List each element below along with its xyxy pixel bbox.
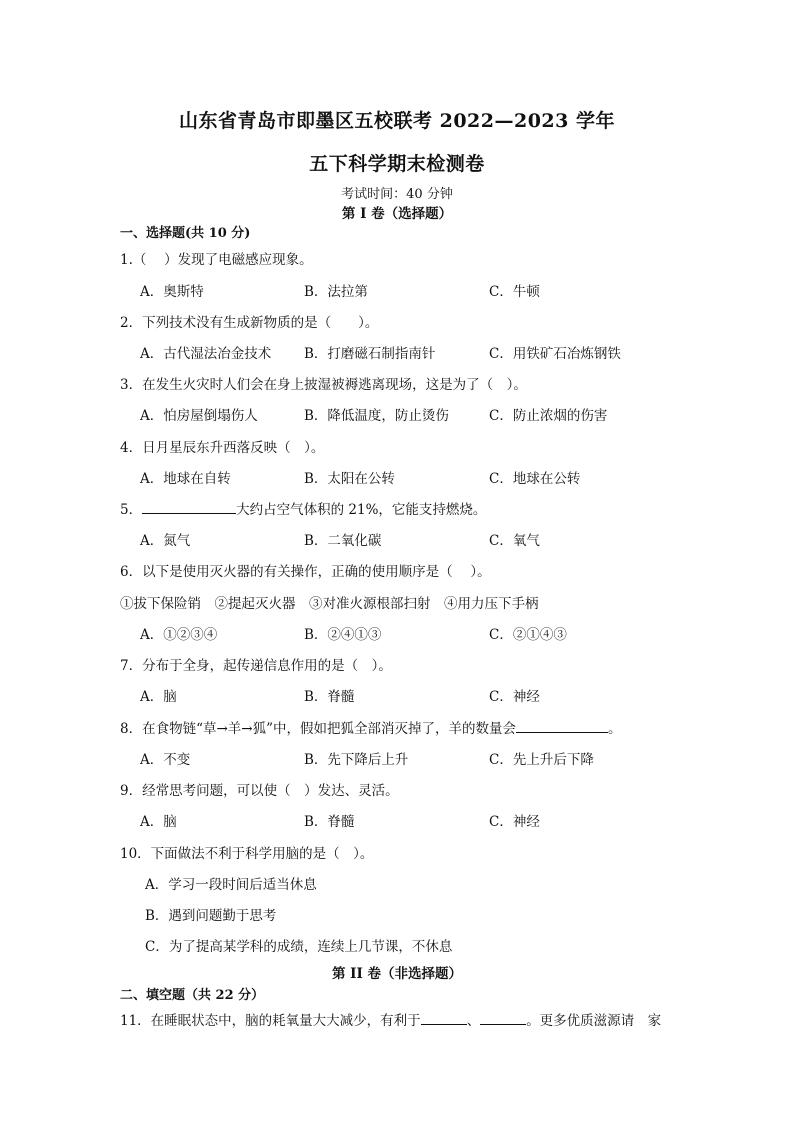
question-3-stem: 3．在发生火灾时人们会在身上披湿被褥逃离现场，这是为了（ ）。 [120, 377, 527, 393]
option-b: B．先下降后上升 [304, 752, 409, 768]
option-a: A．奥斯特 [140, 284, 204, 300]
option-a: A．脑 [140, 689, 177, 705]
question-6-steps: ①拔下保险销 ②提起灭火器 ③对准火源根部扫射 ④用力压下手柄 [120, 596, 539, 612]
option-c: C．地球在公转 [489, 471, 581, 487]
option-c: C．②①④③ [489, 627, 567, 643]
question-7-stem: 7．分布于全身，起传递信息作用的是（ ）。 [120, 658, 392, 674]
question-8-end: 。 [608, 721, 622, 737]
option-c: C．神经 [489, 814, 540, 830]
question-11-stem [120, 1009, 661, 1029]
question-5-stem [120, 498, 486, 518]
option-b: B．降低温度，防止烫伤 [304, 408, 449, 424]
option-b: B．二氧化碳 [304, 533, 382, 549]
option-c: C．先上升后下降 [489, 752, 594, 768]
option-b: B．太阳在公转 [304, 471, 395, 487]
option-b: B．打磨磁石制指南针 [304, 346, 436, 362]
option-a: A．古代湿法冶金技术 [140, 346, 272, 362]
question-11-tail: 。更多优质滋源请 家 [526, 1013, 662, 1029]
exam-subtitle: 五下科学期末检测卷 [309, 153, 485, 175]
option-c: C．神经 [489, 689, 540, 705]
option-c: C．用铁矿石冶炼钢铁 [489, 346, 621, 362]
question-10-stem: 10．下面做法不利于科学用脑的是（ ）。 [120, 846, 374, 862]
question-8-stem [120, 717, 622, 737]
question-5-number: 5． [120, 502, 143, 518]
answer-blank[interactable] [516, 718, 608, 733]
option-a: A．地球在自转 [140, 471, 231, 487]
option-b: B．②④①③ [304, 627, 382, 643]
option-a: A．怕房屋倒塌伤人 [140, 408, 258, 424]
question-1-stem: 1.（ ）发现了电磁感应现象。 [120, 252, 313, 268]
question-2-stem: 2．下列技术没有生成新物质的是（ ）。 [120, 315, 379, 331]
option-b: B．脊髓 [304, 689, 355, 705]
option-c: C．牛顿 [489, 284, 540, 300]
question-10-option-c: C．为了提高某学科的成绩，连续上几节课，不休息 [145, 939, 453, 955]
answer-blank[interactable] [142, 499, 236, 514]
section-choice-heading: 一、选择题(共 10 分) [120, 226, 251, 241]
question-6-stem: 6．以下是使用灭火器的有关操作，正确的使用顺序是（ ）。 [120, 564, 491, 580]
question-9-stem: 9．经常思考问题，可以使（ ）发达、灵活。 [120, 783, 399, 799]
option-a: A．氮气 [140, 533, 191, 549]
volume-2-heading: 第 II 卷（非选择题） [331, 966, 463, 982]
answer-blank-1[interactable] [421, 1010, 467, 1025]
question-5-text: 大约占空气体积的 21%，它能支持燃烧。 [236, 502, 487, 518]
volume-1-heading: 第 I 卷（选择题） [341, 206, 453, 222]
option-c: C．氧气 [489, 533, 540, 549]
option-a: A．不变 [140, 752, 191, 768]
section-fill-heading: 二、填空题（共 22 分） [120, 988, 265, 1003]
option-a: A．脑 [140, 814, 177, 830]
option-c: C．防止浓烟的伤害 [489, 408, 608, 424]
question-8-text: 8．在食物链“草→羊→狐”中，假如把狐全部消灭掉了，羊的数量会 [120, 721, 517, 737]
option-b: B．脊髓 [304, 814, 355, 830]
question-4-stem: 4．日月星辰东升西落反映（ ）。 [120, 440, 325, 456]
question-11-separator: 、 [466, 1013, 481, 1029]
question-10-option-a: A．学习一段时间后适当休息 [145, 877, 317, 893]
option-b: B．法拉第 [304, 284, 368, 300]
question-10-option-b: B．遇到问题勤于思考 [145, 908, 277, 924]
option-a: A．①②③④ [140, 627, 218, 643]
question-11-text: 11．在睡眠状态中，脑的耗氧量大大减少，有利于 [120, 1013, 421, 1029]
exam-duration: 考试时间：40 分钟 [341, 187, 453, 202]
exam-title: 山东省青岛市即墨区五校联考 2022—2023 学年 [179, 110, 615, 132]
answer-blank-2[interactable] [480, 1010, 526, 1025]
